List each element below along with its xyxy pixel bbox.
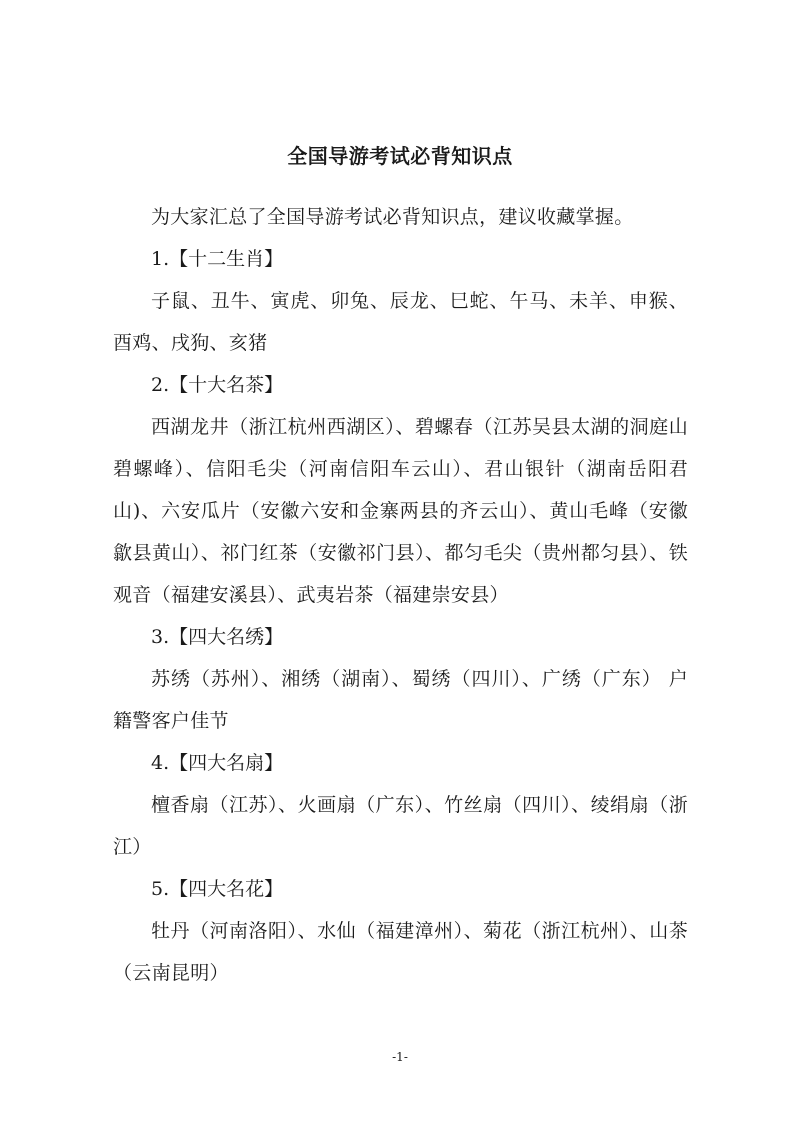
page-number: -1-: [392, 1050, 408, 1064]
section-body-flowers: 牡丹（河南洛阳）、水仙（福建漳州）、菊花（浙江杭州）、山茶（云南昆明）: [113, 920, 688, 984]
section-body-fans: 檀香扇（江苏）、火画扇（广东）、竹丝扇（四川）、绫绢扇（浙江）: [113, 794, 688, 858]
page-title: 全国导游考试必背知识点: [287, 144, 513, 168]
document-body: [113, 196, 688, 994]
intro-paragraph: 为大家汇总了全国导游考试必背知识点，建议收藏掌握。: [151, 206, 634, 228]
section-heading-embroidery: 3.【四大名绣】: [151, 626, 284, 648]
section-body-tea: 西湖龙井（浙江杭州西湖区）、碧螺春（江苏吴县太湖的洞庭山碧螺峰）、信阳毛尖（河南信阳车云山）、君山银针（湖南岳阳君山)、六安瓜片（安徽六安和金寨两县的齐云山）、黄山毛峰（安徽歙县黄山）、祁门红茶（安徽祁门县）、都匀毛尖（贵州都匀县）、铁观音（福建安溪县）、武夷岩茶（福建崇安县）: [113, 416, 688, 606]
section-body-zodiac: 子鼠、丑牛、寅虎、卯兔、辰龙、巳蛇、午马、未羊、申猴、酉鸡、戌狗、亥猪: [113, 290, 688, 354]
section-heading-flowers: 5.【四大名花】: [151, 878, 284, 900]
section-heading-fans: 4.【四大名扇】: [151, 752, 284, 774]
section-body-embroidery: 苏绣（苏州）、湘绣（湖南）、蜀绣（四川）、广绣（广东） 户籍警客户佳节: [113, 668, 688, 732]
section-heading-tea: 2.【十大名茶】: [151, 374, 284, 396]
section-heading-zodiac: 1.【十二生肖】: [151, 248, 284, 270]
